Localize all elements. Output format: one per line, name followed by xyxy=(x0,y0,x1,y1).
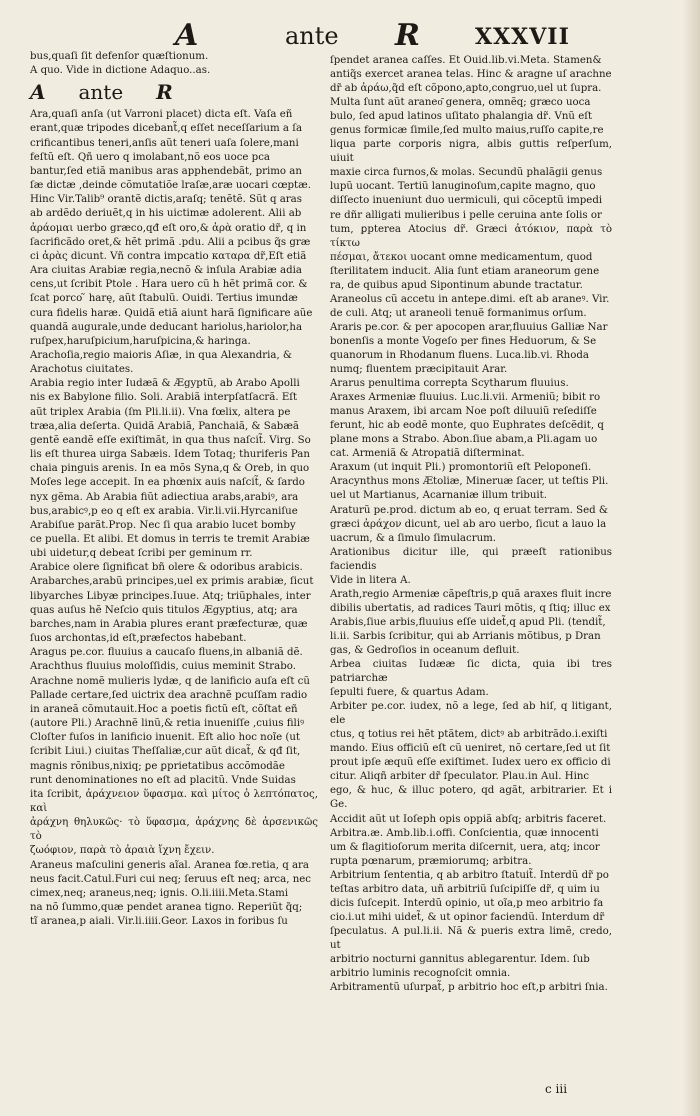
entry-line: ſcat porco ̃ harę, aũt ſtabulũ. Ouidi. Tertius imundæ xyxy=(30,293,298,305)
entry-line: Arbiter pe.cor. iudex, nõ a lege, ſed ab hiſ, q litigant, ele xyxy=(330,701,612,727)
entry-line: Ara ciuitas Arabiæ regia,necnõ & inſula Arabiæ adia xyxy=(30,265,302,277)
entry-line: dibilis ubertatis, ad radices Tauri mõtis, q ſtiq; illuc ex xyxy=(330,602,611,614)
entry-line: ci ἀρὰς dicunt. Vñ contra impcatio καταρα dr̃,Eſt etiã xyxy=(30,250,307,262)
entry-line: Arabarches,arabũ principes,uel ex primis arabiæ, ſicut xyxy=(30,576,314,588)
entry-line: cens,ut ſcribit Ptole . Hara uero cũ h hẽt primã cor. & xyxy=(30,279,308,291)
entry-line: Moſes lege accepit. In ea phœnix auis naſcit̃, & ſardo xyxy=(30,477,305,489)
entry-line: ſacrificãdo oret,& hẽt primã .pdu. Alii a pcibus q̃s græ xyxy=(30,236,311,248)
entry-line: bonenſis a monte Vogeſo per fines Heduorum, & Se xyxy=(330,335,597,347)
left-column xyxy=(30,50,318,929)
entry-line: Araneolus cũ accetu in antepe.dimi. eſt ab araneꝰ. Vir. xyxy=(330,293,610,305)
entry-line: A quo. Vide in dictione Adaquo..as. xyxy=(30,65,211,77)
entry-line: citur. Aliqñ arbiter dr̃ ſpeculator. Plau.in Aul. Hinc xyxy=(330,771,590,783)
entry-line: arbitrio luminis recognoſcit omnia. xyxy=(330,968,511,980)
entry-line: Arbitrium ſententia, q ab arbitro ſtatuit̃. Interdũ dr̃ po xyxy=(330,869,609,881)
entry-line: li.ii. Sarbis ſcribitur, qui ab Arrianis mõtibus, p Dran xyxy=(330,630,601,642)
entry-line: bantur,ſed etiã manibus aras apphendebãt, primo an xyxy=(30,165,302,177)
entry-line: ubi uidetur,q debeat ſcribi per geminum rr. xyxy=(30,548,253,560)
entry-line: ferunt, hic ab eodẽ monte, quo Euphrates deſcẽdit, q xyxy=(330,420,604,432)
entry-line: prout ipſe æquũ eſſe exiſtimet. Iudex uero ex officio di xyxy=(330,757,611,769)
entry-line: ſterilitatem inducit. Alia ſunt etiam araneorum gene xyxy=(330,265,600,277)
subheading-letter-right: R xyxy=(156,80,173,105)
entry-line: na nõ ſummo,quæ pendet aranea tigno. Reperiũt q̃q; xyxy=(30,902,303,914)
subheading-letter-left: A xyxy=(30,80,46,105)
subheading-word: ante xyxy=(78,80,124,105)
entry-line: rupta pœnarum, præmiorumq; arbitra. xyxy=(330,855,532,867)
section-subheading xyxy=(30,80,318,104)
entry-line: Araxum (ut inquit Pli.) promontoriũ eſt Peloponeſi. xyxy=(330,462,592,474)
running-head-letter-right: R xyxy=(395,18,420,53)
entry-line: Arachne nomẽ mulieris lydæ, q de lanificio auſa eſt cũ xyxy=(30,675,310,687)
entry-line: quanorum in Rhodanum fluens. Luca.lib.vi. Rhoda xyxy=(330,349,589,361)
entry-line: gas, & Gedroſios in oceanum defluit. xyxy=(330,644,520,656)
entry-line: lupũ uocant. Tertiũ lanuginoſum,capite magno, quo xyxy=(330,181,596,193)
entry-line: Arbitramentũ uſurpat̃, p arbitrio hoc eſt,p arbitri ſnia. xyxy=(330,982,608,994)
entry-line: maxie circa furnos,& molas. Secundũ phalãgii genus xyxy=(330,167,603,179)
entry-line: numq; fluentem præcipitauit Arar. xyxy=(330,364,508,376)
entry-line: Accidit aũt ut Ioſeph opis oppiã abſq; arbitris faceret. xyxy=(330,813,607,825)
entry-line: nis ex Babylone filio. Soli. Arabiã interpſatſacrã. Eſt xyxy=(30,392,298,404)
entry-line: græci ἀράχον dicunt, uel ab aro uerbo, ſicut a lauo la xyxy=(330,518,607,530)
entry-line: Cloſter fuſos in lanificio inuenit. Eſt alio hoc noĩe (ut xyxy=(30,732,301,744)
entry-line: diſſecto inueniunt duo uermiculi, qui cõceptũ impedi xyxy=(330,195,603,207)
entry-line: ἀράχνη θηλυκῶς· τὸ ὕφασμα, ἀράχνης δὲ ἀρσενικῶς τὸ xyxy=(30,817,318,843)
entry-line: arbitrio nocturni gannitus ablegarentur. Idem. ſub xyxy=(330,954,590,965)
entry-line: feſtũ eſt. Qñ uero q imolabant,nõ eos uoce pca xyxy=(30,151,270,163)
entry-line: træa,alia deſerta. Quidã Arabiã, Panchaiã, & Sabæã xyxy=(30,420,299,432)
entry-line: Araxes Armeniæ fluuius. Luc.li.vii. Armeniũ; bibit ro xyxy=(330,392,601,404)
entry-line: barches,nam in Arabia plures erant præfecturæ, quæ xyxy=(30,618,308,630)
entry-line: neus facit.Catul.Furi cui neq; ſeruus eſt neq; arca, nec xyxy=(30,873,311,885)
entry-line: Arachthus fluuius moloſſidis, cuius meminit Strabo. xyxy=(30,661,296,673)
entry-line: uacrum, & a ſimulo ſimulacrum. xyxy=(330,532,497,544)
entry-line: ſpendet aranea caſſes. Et Ouid.lib.vi.Meta. Stamen& xyxy=(330,55,602,66)
entry-line: Ara,quaſi anſa (ut Varroni placet) dicta eſt. Vaſa eñ xyxy=(30,109,293,121)
running-head-word: ante xyxy=(285,22,339,50)
entry-line: genus formicæ ſimile,ſed multo maius,ruſſo capite,re xyxy=(330,125,604,137)
entry-line: Hinc Vir.Talib⁹ orantẽ dictis,araſq; tenẽtẽ. Sũt q aras xyxy=(30,194,302,206)
entry-line: ſcribit Liui.) ciuitas Theſſaliæ,cur aũt dicat̃, & qđ ſit, xyxy=(30,746,301,758)
entry-line: nyx gẽma. Ab Arabia fiũt adiectiua arabs,arabiꝰ, ara xyxy=(30,491,299,503)
entry-line: Arabiſue parãt.Prop. Nec ſi qua arabio lucet bomby xyxy=(30,519,296,531)
entry-line: Ararus penultima correpta Scytharum fluuius. xyxy=(330,378,569,390)
entry-line: Arabice olere ſignificat bñ olere & odoribus arabicis. xyxy=(30,562,303,574)
entry-line: ζωόφιον, παρὰ τὸ ἀραιὰ ἴχνη ἔχειν. xyxy=(30,845,215,857)
entry-line: tum, ꝑpterea Atocius dr̃. Græci ἀτόκιον, παρὰ τὸ τίκτω xyxy=(330,223,612,249)
entry-line: Arabis,ſiue arbis,fluuius eſſe uidet̃,q apud Pli. (tendit̃, xyxy=(330,616,606,628)
entry-line: tĩ aranea,p aiali. Vir.li.iiii.Geor. Laxos in foribus ſu xyxy=(30,916,288,928)
entry-line: ruſpex,haruſpicium,haruſpicina,& haringa. xyxy=(30,335,251,347)
entry-line: erant,quæ tripodes dicebant̃,q eſſet neceſſarium a ſa xyxy=(30,123,303,135)
entry-line: ra, de quibus apud Sipontinum abunde tractatur. xyxy=(330,279,583,291)
entry-line: uel ut Martianus, Acarnaniæ illum tribuit. xyxy=(330,490,548,502)
entry-line: quandã augurale,unde deducant hariolus,hariolor,ha xyxy=(30,321,303,333)
entry-line: chaia pinguis arenis. In ea mõs Syna,q & Oreb, in quo xyxy=(30,463,310,475)
entry-line: ego, & huc, & illuc potero, qd agãt, arbitrarier. Et i Ge. xyxy=(330,785,612,811)
entry-line: ſepulti fuere, & quartus Adam. xyxy=(330,687,489,699)
entry-line: dr̃ ab ἀράω,q̃d eſt cõpono,apto,congruo,uel ut ſupra. xyxy=(330,83,602,95)
entry-line: Arachoſia,regio maioris Aſiæ, in qua Alexandria, & xyxy=(30,349,292,361)
entry-line: ce puella. Et alibi. Et domus in terris te tremit Arabiæ xyxy=(30,534,310,545)
entry-line: cimex,neq; araneus,neq; ignis. O.li.iiii.Meta.Stami xyxy=(30,887,289,899)
entry-line: magnis rõnibus,nixiq; ꝑe ꝑprietatibus accõmodãe xyxy=(30,760,285,772)
entry-line: lis eſt thurea uirga Sabæis. Idem Totaq; thuriferis Pan xyxy=(30,449,310,461)
entry-line: gentẽ eandẽ eſſe exiſtimãt, in qua thus naſcit̃. Virg. So xyxy=(30,434,311,446)
entry-line: ab ardẽdo deriuẽt,q in his uictimæ adolerent. Alii ab xyxy=(30,208,302,220)
entry-line: crificantibus teneri,anſis aũt teneri uaſa ſolere,mani xyxy=(30,137,299,149)
entry-line: ἀράομαι uerbo græco,qđ eſt oro,& ἀρὰ oratio dr̃, q in xyxy=(30,222,307,234)
entry-line: teſtas arbitro data, uñ arbitriũ ſuſcipiſſe dr̃, q uim iu xyxy=(330,883,600,895)
page-edge xyxy=(682,0,700,1116)
entry-line: ſpeculatus. A pul.li.ii. Nã & pueris extra limẽ, credo, ut xyxy=(330,925,612,951)
right-column xyxy=(330,54,612,995)
running-head-letter-left: A xyxy=(175,18,199,53)
entry-line: bus,arabicꝰ,p eo q eſt ex arabia. Vir.li.vii.Hyrcaniſue xyxy=(30,505,298,517)
entry-line: Arachotus ciuitates. xyxy=(30,364,134,376)
entry-line: aũt triplex Arabia (ſm Pli.li.ii). Vna fœlix, altera pe xyxy=(30,406,291,418)
entry-line: cura fidelis haræ. Quidã etiã aiunt harã ſignificare aũe xyxy=(30,307,313,319)
entry-line: runt denominationes no eſt ad placitũ. Vnde Suidas xyxy=(30,774,296,786)
entry-line: liqua parte corporis nigra, albis guttis reſperſum, uiuit xyxy=(330,139,612,165)
entry-line: ſuos archontas,id eſt,præfectos habebant. xyxy=(30,633,247,645)
entry-line: Arationibus dicitur ille, qui præeſt rationibus faciendis xyxy=(330,546,612,572)
entry-line: manus Araxem, ibi arcam Noe poſt diluuiũ reſediſſe xyxy=(330,406,597,418)
entry-line: ſæ dictæ ,deinde cõmutatiõe lraſæ,aræ uocari cœptæ. xyxy=(30,180,311,192)
entry-line: Multa ſunt aũt araneo͂ genera, omnẽq; græco uoca xyxy=(330,97,591,109)
entry-line: Vide in litera A. xyxy=(330,574,411,586)
entry-line: Arbea ciuitas Iudææ ſic dicta, quia ibi tres patriarchæ xyxy=(330,659,612,685)
entry-line: Pallade certare,ſed uictrix dea arachnẽ pcuſſam radio xyxy=(30,689,308,701)
entry-line: cio.i.ut mihi uidet̃, & ut opinor faciendũ. Interdum dr̃ xyxy=(330,911,605,923)
entry-line: ita ſcribit, ἀράχνειον ὕφασμα. καὶ μίτος ὁ λεπτόπατος, καὶ xyxy=(30,788,318,814)
entry-line: Arbitra.æ. Amb.lib.i.offi. Conſcientia, quæ innocenti xyxy=(330,827,599,839)
signature-mark: c iii xyxy=(545,1082,568,1096)
entry-line: plane mons a Strabo. Abon.ſiue abam,a Pli.agam uo xyxy=(330,434,598,446)
entry-line: de culi. Atq; ut araneoli tenuẽ formanimus orſum. xyxy=(330,307,587,319)
entry-line: quas auſus hẽ Neſcio quis titulos Ægyptius, atq; ara xyxy=(30,604,298,616)
entry-line: antiq̃s exercet aranea telas. Hinc & aragne uſ arachne xyxy=(330,69,612,81)
entry-line: bus,quaſi ſit defenſor quæſtionum. xyxy=(30,51,209,62)
entry-line: Aracynthus mons Ætoliæ, Mineruæ ſacer, ut teſtis Pli. xyxy=(330,476,609,488)
folio-number: XXXVII xyxy=(475,24,570,50)
entry-line: um & flagitioſorum merita diſcernit, uera, atq; incor xyxy=(330,841,600,853)
entry-line: dicis ſuſcepit. Interdũ opinio, ut oĩa,p meo arbitrio fa xyxy=(330,897,604,909)
entry-line: (autore Pli.) Arachnẽ linũ,& retia inueniſſe ,cuius filiꝰ xyxy=(30,718,304,730)
entry-line: Arabia regio inter Iudæã & Ægyptũ, ab Arabo Apolli xyxy=(30,378,300,390)
entry-line: Araris pe.cor. & per apocopen arar,fluuius Galliæ Nar xyxy=(330,321,608,333)
entry-line: bulo, ſed apud latinos uſitato phalangia dr̃. Vnũ eſt xyxy=(330,111,593,123)
entry-line: ctus, q totius rei hẽt ptãtem, dictꝰ ab arbitrãdo.i.exiſti xyxy=(330,729,608,741)
entry-line: Araturũ pe.prod. dictum ab eo, q eruat terram. Sed & xyxy=(330,504,608,516)
running-head xyxy=(175,18,595,54)
entry-line: re dñr alligati mulieribus i pelle ceruina ante ſolis or xyxy=(330,209,602,221)
entry-line: cat. Armeniã & Atropatiã diſterminat. xyxy=(330,448,525,460)
entry-line: Aragus pe.cor. fluuius a caucaſo fluens,in albaniã dẽ. xyxy=(30,647,303,659)
entry-line: πέσμαι, ἄτεκοι uocant omne medicamentum, quod xyxy=(330,251,593,263)
entry-line: mando. Eius officiũ eſt cũ ueniret, nõ certare,ſed ut ſit xyxy=(330,743,611,755)
entry-line: libyarches Libyæ principes.Iuue. Atq; triũphales, inter xyxy=(30,590,311,602)
entry-line: Arath,regio Armeniæ cãpeſtris,p quã araxes fluit incre xyxy=(330,588,612,600)
entry-line: Araneus maſculini generis aĩal. Aranea fœ.retia, q ara xyxy=(30,859,310,871)
entry-line: in araneã cõmutauit.Hoc a poetis fictũ eſt, cõſtat eñ xyxy=(30,703,298,715)
